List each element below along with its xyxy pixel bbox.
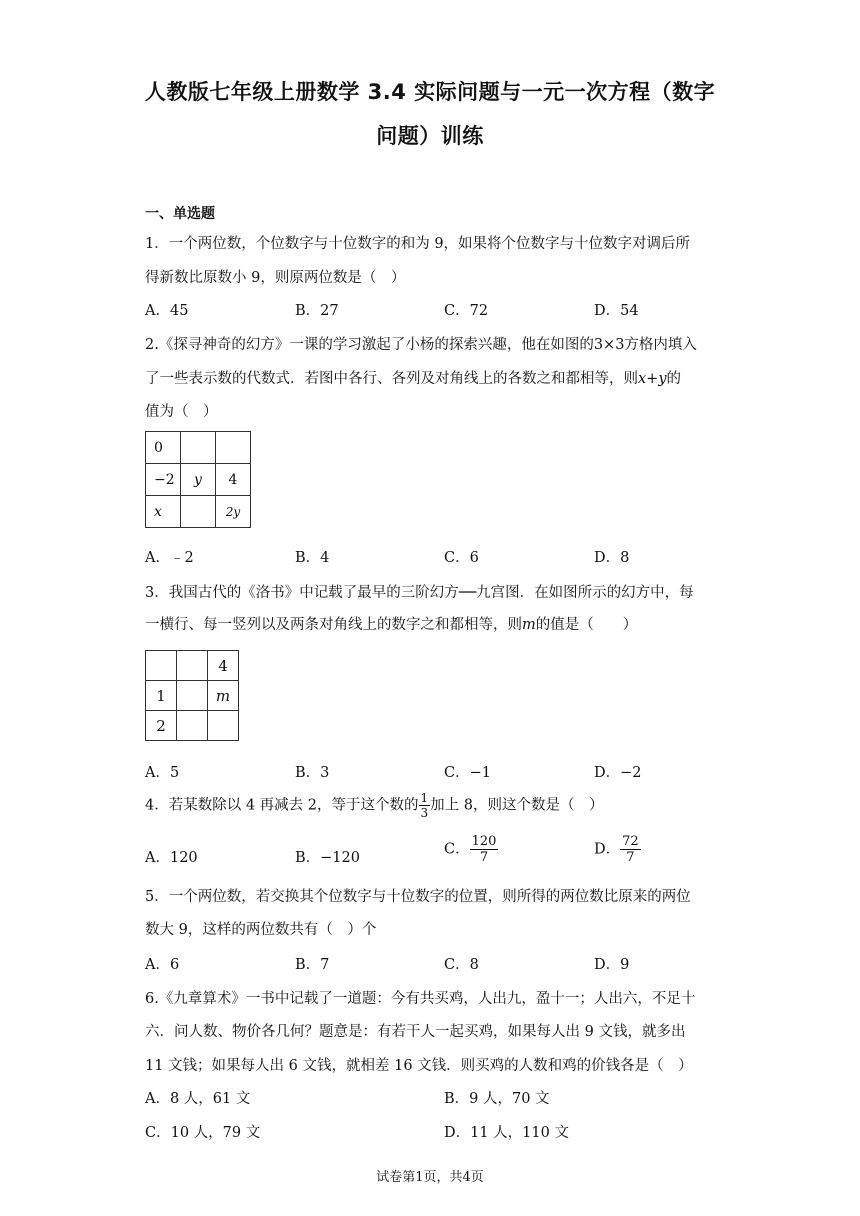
q4-option-d-numerator: 72 xyxy=(622,834,639,849)
q4-text-a: 4．若某数除以 4 再减去 2，等于这个数的 xyxy=(145,797,419,814)
q3-line2-a: 一横行、每一竖列以及两条对角线上的数字之和都相等，则 xyxy=(145,617,522,633)
q2-cell xyxy=(181,496,216,528)
q3-variable: m xyxy=(522,617,536,633)
q2-cell: 4 xyxy=(216,464,251,496)
q2-cell xyxy=(181,432,216,464)
q4-option-a: A．120 xyxy=(145,850,198,866)
q3-cell xyxy=(146,651,177,681)
q2-magic-square xyxy=(145,431,251,528)
q4-option-c xyxy=(444,835,498,864)
q2-option-b: B．4 xyxy=(295,550,330,566)
q1-option-d: D．54 xyxy=(594,303,639,319)
q2-text-line1: 2.《探寻神奇的幻方》一课的学习激起了小杨的探索兴趣，他在如图的3×3方格内填入 xyxy=(145,337,697,353)
q2-text-line2 xyxy=(145,367,681,388)
q3-cell: 4 xyxy=(208,651,239,681)
q1-option-c: C．72 xyxy=(444,303,489,319)
q3-text-line1: 3．我国古代的《洛书》中记载了最早的三阶幻方──九宫图．在如图所示的幻方中，每 xyxy=(145,585,694,601)
q3-magic-square xyxy=(145,650,239,741)
q4-option-d-fraction xyxy=(620,835,641,864)
q1-option-b: B．27 xyxy=(295,303,339,319)
q6-option-b: B．9 人，70 文 xyxy=(444,1091,550,1107)
page-title-line1: 人教版七年级上册数学 3.4 实际问题与一元一次方程（数字 xyxy=(144,80,716,104)
q4-text xyxy=(145,792,604,819)
q4-option-c-numerator: 120 xyxy=(471,834,497,849)
q2-cell: x xyxy=(146,496,181,528)
q4-option-c-fraction xyxy=(470,835,499,864)
q2-cell: 2y xyxy=(216,496,251,528)
section-heading: 一、单选题 xyxy=(145,206,215,222)
q3-option-d: D．−2 xyxy=(594,765,642,781)
q1-text-line1: 1．一个两位数，个位数字与十位数字的和为 9，如果将个位数字与十位数字对调后所 xyxy=(145,236,691,252)
page-title-line2: 问题）训练 xyxy=(376,124,484,148)
q3-option-a: A．5 xyxy=(145,765,180,781)
q2-line2-end: 的 xyxy=(666,371,682,387)
q6-option-a: A．8 人，61 文 xyxy=(145,1091,251,1107)
q4-option-d xyxy=(594,835,641,864)
q3-text-line2 xyxy=(145,613,637,634)
q3-cell xyxy=(177,681,208,711)
page-footer: 试卷第1页，共4页 xyxy=(376,1170,484,1185)
q3-cell xyxy=(177,651,208,681)
q5-text-line2: 数大 9，这样的两位数共有（ ）个 xyxy=(145,922,377,938)
q2-cell xyxy=(216,432,251,464)
q4-option-b: B．−120 xyxy=(295,850,360,866)
q4-fraction-denominator: 3 xyxy=(420,806,429,820)
q2-cell: y xyxy=(181,464,216,496)
q3-cell xyxy=(177,711,208,741)
q5-option-b: B．7 xyxy=(295,957,330,973)
q2-option-a: A．﹣2 xyxy=(145,550,194,566)
q3-cell: 2 xyxy=(146,711,177,741)
q6-text-line3: 11 文钱；如果每人出 6 文钱，就相差 16 文钱．则买鸡的人数和鸡的价钱各是（ ） xyxy=(145,1058,693,1074)
q4-fraction-numerator: 1 xyxy=(420,791,429,805)
q4-option-d-denominator: 7 xyxy=(626,850,635,865)
q3-option-b: B．3 xyxy=(295,765,330,781)
q2-line2-text: 了一些表示数的代数式．若图中各行、各列及对角线上的各数之和都相等，则 xyxy=(145,371,638,387)
q4-fraction xyxy=(419,792,431,819)
q4-option-c-label: C． xyxy=(444,841,470,858)
q5-option-d: D．9 xyxy=(594,957,630,973)
q5-text-line1: 5．一个两位数，若交换其个位数字与十位数字的位置，则所得的两位数比原来的两位 xyxy=(145,889,691,905)
q3-cell: 1 xyxy=(146,681,177,711)
q2-option-c: C．6 xyxy=(444,550,479,566)
q6-option-c: C．10 人，79 文 xyxy=(145,1125,261,1141)
q1-text-line2: 得新数比原数小 9，则原两位数是（ ） xyxy=(145,270,406,286)
q3-cell: m xyxy=(208,681,239,711)
q3-cell xyxy=(208,711,239,741)
q4-option-d-label: D． xyxy=(594,841,621,858)
q4-option-c-denominator: 7 xyxy=(479,850,489,865)
q5-option-a: A．6 xyxy=(145,957,180,973)
q5-option-c: C．8 xyxy=(444,957,479,973)
q4-text-b: 加上 8，则这个数是（ ） xyxy=(430,797,604,814)
q2-expression: x+y xyxy=(638,371,667,387)
q2-cell: −2 xyxy=(146,464,181,496)
q2-option-d: D．8 xyxy=(594,550,630,566)
q6-text-line2: 六．问人数、物价各几何？题意是：有若干人一起买鸡，如果每人出 9 文钱，就多出 xyxy=(145,1024,686,1040)
q6-option-d: D．11 人，110 文 xyxy=(444,1125,569,1141)
q6-text-line1: 6.《九章算术》一书中记载了一道题：今有共买鸡，人出九，盈十一；人出六，不足十 xyxy=(145,991,696,1007)
q2-text-line3: 值为（ ） xyxy=(145,404,218,420)
q3-line2-b: 的值是（ ） xyxy=(535,617,638,633)
q1-option-a: A．45 xyxy=(145,303,189,319)
q3-option-c: C．−1 xyxy=(444,765,491,781)
q2-cell: 0 xyxy=(146,432,181,464)
